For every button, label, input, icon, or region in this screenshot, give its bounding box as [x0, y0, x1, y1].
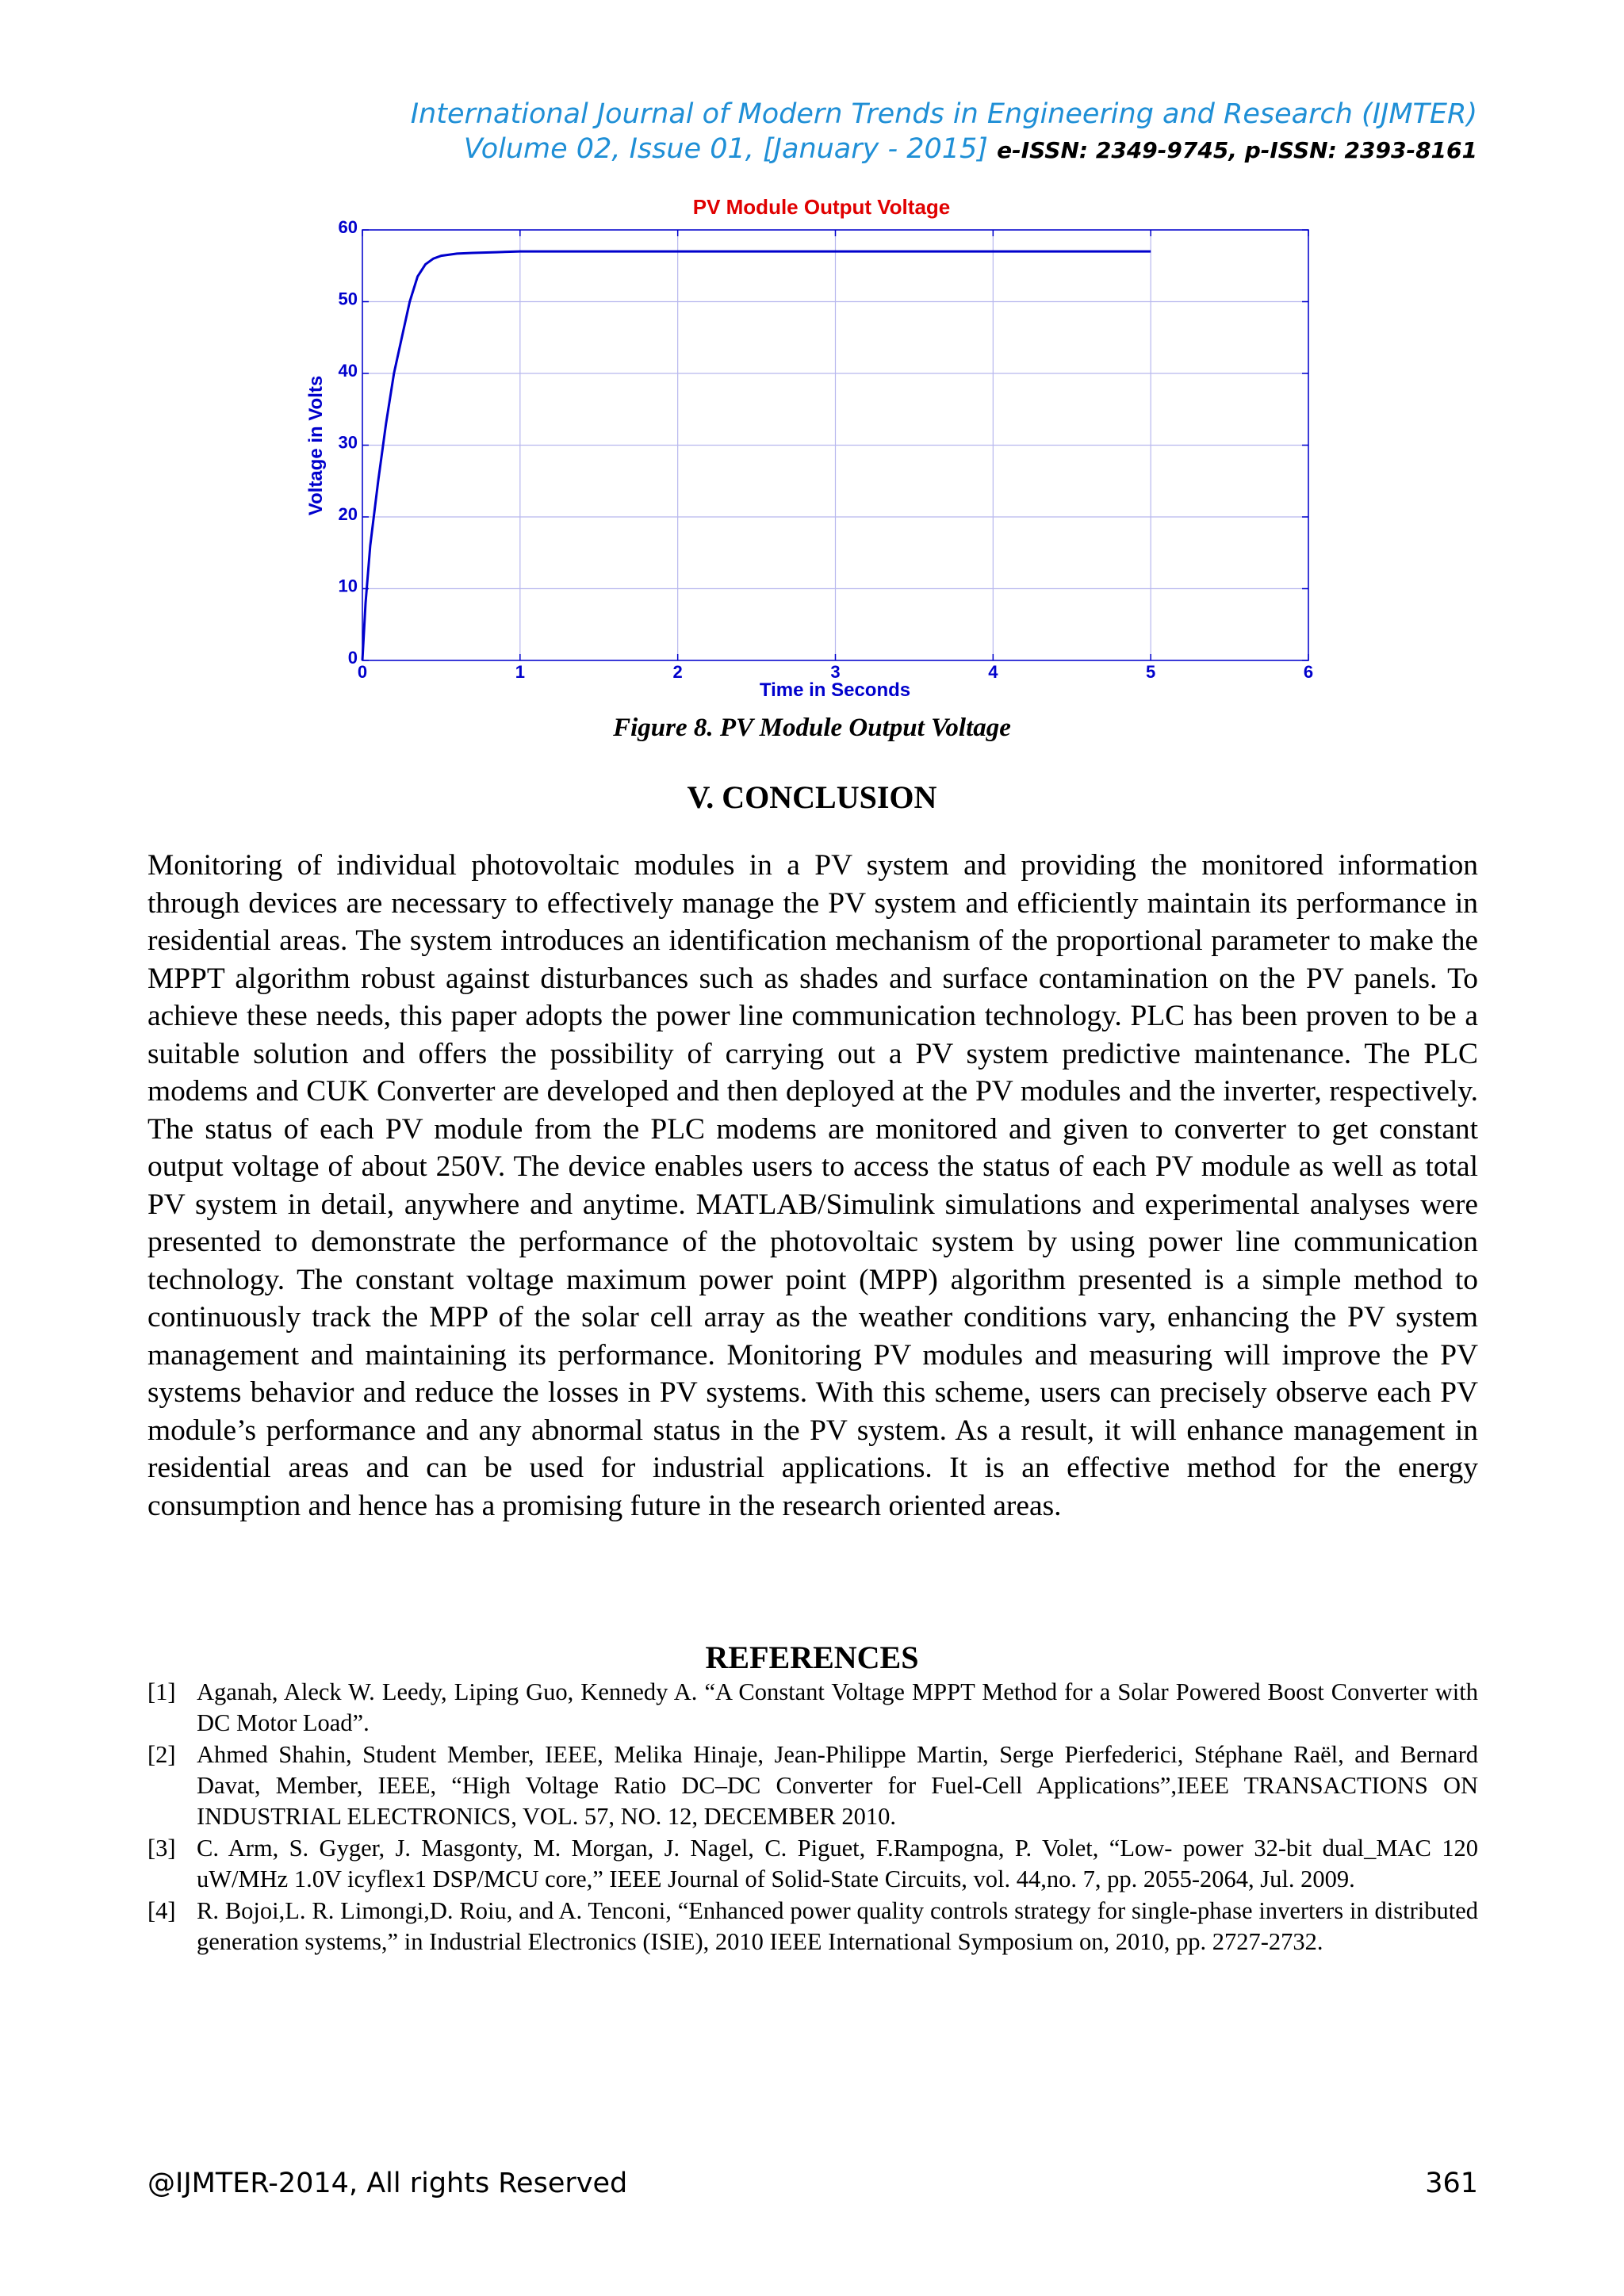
chart-grid [362, 230, 1308, 660]
x-tick-label: 6 [1303, 662, 1314, 682]
x-tick-label: 0 [357, 662, 368, 682]
y-tick-label: 10 [338, 576, 358, 596]
reference-list [147, 1677, 1478, 1958]
reference-item [147, 1896, 1478, 1957]
y-tick-label: 20 [338, 504, 358, 524]
x-axis-label: Time in Seconds [759, 679, 911, 701]
chart-title: PV Module Output Voltage [692, 195, 951, 219]
reference-number: [2] [147, 1741, 176, 1768]
figure-caption: Figure 8. PV Module Output Voltage [613, 714, 1011, 742]
y-tick-label: 60 [338, 217, 358, 237]
reference-item [147, 1833, 1478, 1895]
x-tick-label: 5 [1146, 662, 1156, 682]
y-tick-label: 0 [347, 648, 358, 668]
reference-text: C. Arm, S. Gyger, J. Masgonty, M. Morgan, J. Nagel, C. Piguet, F.Rampogna, P. Volet, “Low- power 32-bit dual_MAC 120 uW/MHz 1.0V icyflex1 DSP/MCU core,” IEEE Journal of Solid-State Circuits, vol. 44,no. 7, pp. 2055-2064, Jul. 2009. [197, 1835, 1478, 1892]
journal-issn: e-ISSN: 2349-9745, p-ISSN: 2393-8161 [997, 137, 1477, 163]
journal-volume: Volume 02, Issue 01, [January - 2015] [463, 133, 988, 165]
reference-text: Ahmed Shahin, Student Member, IEEE, Melika Hinaje, Jean-Philippe Martin, Serge Pierfederici, Stéphane Raël, and Bernard Davat, Member, IEEE, “High Voltage Ratio DC–DC Converter for Fuel-Cell Applications”,IEEE TRANSACTIONS ON INDUSTRIAL ELECTRONICS, VOL. 57, NO. 12, DECEMBER 2010. [197, 1741, 1478, 1830]
reference-number: [1] [147, 1678, 176, 1705]
references-title: REFERENCES [705, 1640, 919, 1675]
x-tick-label: 4 [988, 662, 998, 682]
reference-number: [3] [147, 1835, 176, 1862]
conclusion-paragraph: Monitoring of individual photovoltaic modules in a PV system and providing the monitored information through devices are necessary to effectively manage the PV system and efficiently maintain its performance in residential areas. The system introduces an identification mechanism of the proportional parameter to make the MPPT algorithm robust against disturbances such as shades and surface contamination on the PV panels. To achieve these needs, this paper adopts the power line communication technology. PLC has been proven to be a suitable solution and offers the possibility of carrying out a PV system predictive maintenance. The PLC modems and CUK Converter are developed and then deployed at the PV modules and the inverter, respectively. The status of each PV module from the PLC modems are monitored and given to converter to get constant output voltage of about 250V. The device enables users to access the status of each PV module as well as total PV system in detail, anywhere and anytime. MATLAB/Simulink simulations and experimental analyses were presented to demonstrate the performance of the photovoltaic system by using power line communication technology. The constant voltage maximum power point (MPP) algorithm presented is a simple method to continuously track the MPP of the solar cell array as the weather conditions vary, enhancing the PV system management and maintaining its performance. Monitoring PV modules and measuring will improve the PV systems behavior and reduce the losses in PV systems. With this scheme, users can precisely observe each PV module’s performance and any abnormal status in the PV system. As a result, it will enhance management in residential areas and can be used for industrial applications. It is an effective method for the energy consumption and hence has a promising future in the research oriented areas. [147, 849, 1478, 1522]
y-tick-label: 30 [338, 432, 358, 453]
reference-number: [4] [147, 1897, 176, 1924]
reference-text: R. Bojoi,L. R. Limongi,D. Roiu, and A. Tenconi, “Enhanced power quality controls strategy for single-phase inverters in distributed generation systems,” in Industrial Electronics (ISIE), 2010 IEEE International Symposium on, 2010, pp. 2727-2732. [197, 1897, 1478, 1955]
reference-item [147, 1677, 1478, 1739]
x-tick-label: 2 [672, 662, 683, 682]
chart-ticks [339, 217, 1314, 682]
reference-text: Aganah, Aleck W. Leedy, Liping Guo, Kennedy A. “A Constant Voltage MPPT Method for a Solar Powered Boost Converter with DC Motor Load”. [197, 1678, 1478, 1736]
journal-title: International Journal of Modern Trends in Engineering and Research (IJMTER) [410, 98, 1477, 130]
y-tick-label: 50 [338, 289, 358, 309]
y-tick-label: 40 [338, 361, 358, 381]
x-tick-label: 1 [515, 662, 525, 682]
journal-volume-line [288, 132, 1477, 168]
page-number: 361 [1425, 2168, 1478, 2199]
voltage-series-line [362, 251, 1151, 660]
x-tick-label: 3 [830, 662, 841, 682]
section-title: V. CONCLUSION [687, 779, 937, 815]
pv-voltage-chart [293, 190, 1332, 714]
page-footer [147, 2168, 1478, 2199]
journal-header [288, 97, 1477, 168]
copyright: @IJMTER-2014, All rights Reserved [147, 2168, 628, 2199]
reference-item [147, 1739, 1478, 1832]
y-axis-label: Voltage in Volts [305, 375, 327, 516]
